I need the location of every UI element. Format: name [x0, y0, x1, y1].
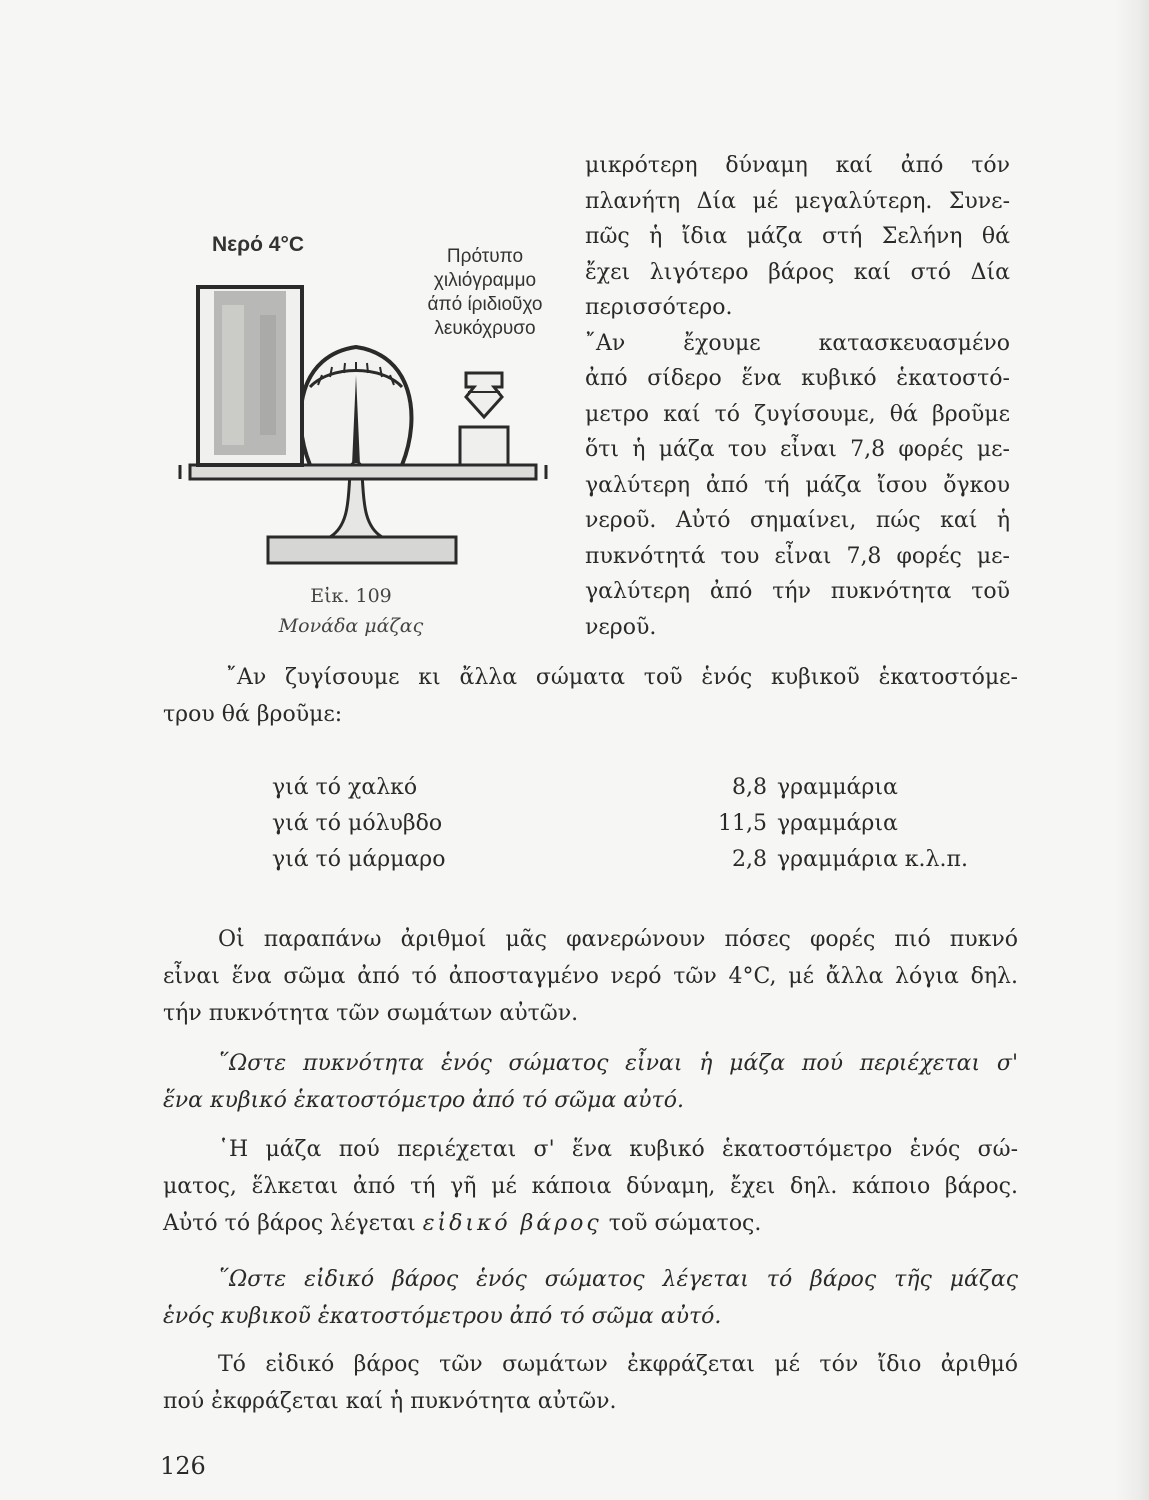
text-line: ἕνα κυβικό ἑκατοστόμετρο ἀπό τό σῶμα αὐτό. — [163, 1088, 684, 1113]
material-label: γιά τό μάρμαρο — [272, 847, 446, 872]
material-value: 11,5 — [718, 811, 767, 836]
paragraph-specific-weight — [163, 1131, 1018, 1242]
text-line: γαλύτερη ἀπό τή μάζα ἴσου ὄγκου — [585, 472, 1010, 498]
right-column-text — [585, 148, 1010, 645]
text-line: νεροῦ. Αὐτό σημαίνει, πώς καί ἡ — [585, 508, 1010, 533]
prototype-label-line: λευκόχρυσο — [434, 318, 536, 339]
prototype-kilogram-label — [385, 245, 585, 341]
definition-specific-weight — [163, 1261, 1018, 1335]
prototype-label-line: χιλιόγραμμο — [433, 270, 537, 291]
paragraph-density-numbers — [163, 921, 1018, 1032]
material-unit: γραμμάρια — [777, 811, 898, 836]
text-line: ἑνός κυβικοῦ ἑκατοστόμετρου ἀπό τό σῶμα αὐτό. — [163, 1304, 722, 1329]
paragraph-expression — [163, 1346, 1018, 1420]
text-line: πού ἐκφράζεται καί ἡ πυκνότητα αὐτῶν. — [163, 1389, 617, 1414]
text-line: ἔχει λιγότερο βάρος καί στό Δία — [585, 259, 1010, 285]
figure-balance-scale — [150, 225, 580, 645]
page-edge-shadow — [1115, 0, 1149, 1500]
text-line: ῎Αν ζυγίσουμε κι ἄλλα σώματα τοῦ ἑνός κυβικοῦ ἑκατοστόμε- — [226, 665, 1018, 690]
text-line: ἀπό σίδερο ἕνα κυβικό ἑκατοστό- — [585, 366, 1010, 391]
material-value: 2,8 — [732, 847, 767, 872]
text-line: περισσότερο. — [585, 295, 733, 320]
text-line: πῶς ἡ ἴδια μάζα στή Σελήνη θά — [585, 224, 1010, 249]
text-line: ματος, ἕλκεται ἀπό τή γῆ μέ κάποια δύναμη, ἔχει δηλ. κάποιο βάρος. — [163, 1174, 1018, 1199]
text-line: Τό εἰδικό βάρος τῶν σωμάτων ἐκφράζεται μέ τόν ἴδιο ἀριθμό — [218, 1352, 1018, 1377]
material-label: γιά τό μόλυβδο — [272, 811, 443, 836]
material-row — [272, 847, 1012, 884]
text-line: ὅτι ἡ μάζα του εἶναι 7,8 φορές με- — [585, 437, 1010, 462]
material-unit: γραμμάρια κ.λ.π. — [777, 847, 968, 872]
material-row — [272, 811, 1012, 848]
material-value: 8,8 — [732, 775, 767, 800]
text-fragment: τοῦ σώματος. — [608, 1211, 762, 1236]
material-unit: γραμμάρια — [777, 775, 898, 800]
prototype-label-line: άπό ίριδιοῦχο — [427, 294, 543, 315]
text-line: Οἱ παραπάνω ἀριθμοί μᾶς φανερώνουν πόσες φορές πιό πυκνό — [218, 927, 1018, 952]
material-label: γιά τό χαλκό — [272, 775, 418, 800]
prototype-label-line: Πρότυπο — [446, 246, 524, 267]
text-line: τρου θά βροῦμε: — [163, 702, 343, 727]
text-line: ῞Ωστε εἰδικό βάρος ἑνός σώματος λέγεται τό βάρος τῆς μάζας — [218, 1267, 1018, 1292]
term-specific-weight: εἰδικό βάρος — [422, 1211, 602, 1236]
text-line: ῾Η μάζα πού περιέχεται σ' ἕνα κυβικό ἑκατοστόμετρο ἑνός σώ- — [218, 1137, 1018, 1162]
text-line: ῎Αν ἔχουμε κατασκευασμένο — [585, 330, 1010, 356]
page-number: 126 — [160, 1452, 206, 1480]
text-line: πλανήτη Δία μέ μεγαλύτερη. Συνε- — [585, 188, 1010, 214]
water-label: Νερό 4°C — [212, 233, 305, 256]
text-line — [163, 1205, 1018, 1242]
figure-caption-title: Μονάδα μάζας — [278, 615, 424, 637]
text-line: νεροῦ. — [585, 614, 657, 640]
text-line: τήν πυκνότητα τῶν σωμάτων αὐτῶν. — [163, 1001, 579, 1026]
text-line: μικρότερη δύναμη καί ἀπό τόν — [585, 153, 1010, 178]
text-fragment: Αὐτό τό βάρος λέγεται — [163, 1211, 416, 1236]
intro-paragraph — [163, 659, 1018, 733]
figure-caption-number: Εἰκ. 109 — [310, 585, 392, 607]
text-line: μετρο καί τό ζυγίσουμε, θά βροῦμε — [585, 401, 1010, 427]
definition-density — [163, 1045, 1018, 1119]
text-line: εἶναι ἕνα σῶμα ἀπό τό ἀποσταγμένο νερό τῶν 4°C, μέ ἄλλα λόγια δηλ. — [163, 964, 1018, 989]
text-line: πυκνότητά του εἶναι 7,8 φορές με- — [585, 543, 1010, 569]
material-row — [272, 775, 1012, 812]
text-line: ῞Ωστε πυκνότητα ἑνός σώματος εἶναι ἡ μάζα πού περιέχεται σ' — [218, 1051, 1018, 1076]
text-line: γαλύτερη ἀπό τήν πυκνότητα τοῦ — [585, 579, 1010, 604]
